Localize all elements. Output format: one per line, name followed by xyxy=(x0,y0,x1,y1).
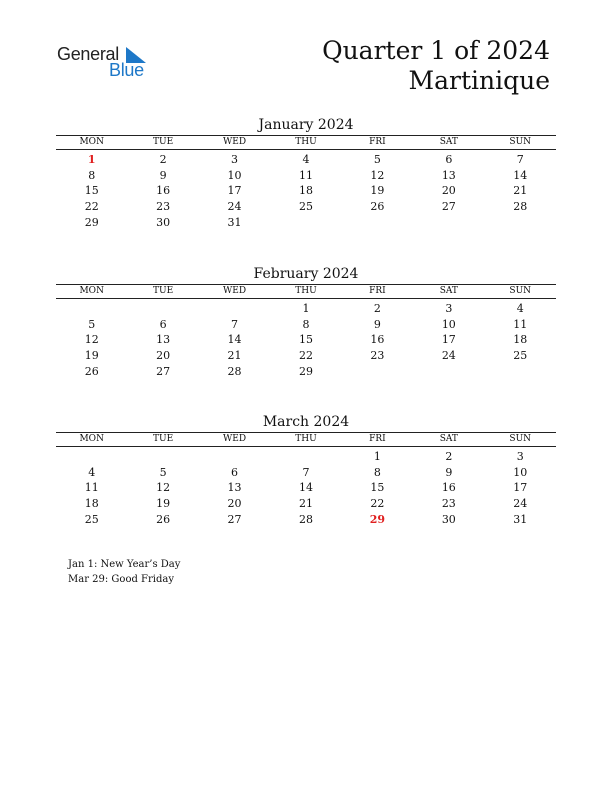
day-cell: 5 xyxy=(88,317,96,331)
day-cell: 10 xyxy=(513,465,528,479)
day-cell: 23 xyxy=(441,497,456,511)
day-cell: 5 xyxy=(159,465,167,479)
day-cell: 25 xyxy=(298,200,313,214)
day-cell: 19 xyxy=(84,349,99,363)
weekday-label: SAT xyxy=(439,137,458,147)
generalblue-logo xyxy=(57,44,157,84)
logo-word-blue: Blue xyxy=(109,60,144,80)
weekday-label: SAT xyxy=(439,286,458,296)
day-cell: 21 xyxy=(513,184,528,198)
day-cell: 3 xyxy=(516,450,524,463)
day-cell: 4 xyxy=(516,302,524,315)
empty-day-cell xyxy=(199,449,270,465)
day-cell: 9 xyxy=(445,465,453,479)
empty-day-cell xyxy=(56,301,127,317)
day-cell: 8 xyxy=(302,317,310,331)
day-cell: 6 xyxy=(159,317,167,331)
holiday-notes xyxy=(68,557,180,587)
weekday-label: TUE xyxy=(153,137,174,147)
day-cell: 7 xyxy=(516,153,524,166)
weekday-label: SUN xyxy=(509,434,532,444)
day-cell: 21 xyxy=(298,497,313,511)
day-cell: 6 xyxy=(231,465,239,479)
day-cell: 30 xyxy=(441,512,456,526)
day-cell: 27 xyxy=(441,200,456,214)
week-row xyxy=(56,199,556,215)
day-cell: 24 xyxy=(513,497,528,511)
week-row xyxy=(56,480,556,496)
day-cell: 19 xyxy=(156,497,171,511)
weekday-label: MON xyxy=(79,434,104,444)
day-cell: 3 xyxy=(445,302,453,315)
day-cell: 20 xyxy=(227,497,242,511)
day-cell: 16 xyxy=(156,184,171,198)
weekday-label: SUN xyxy=(509,137,532,147)
day-cell: 17 xyxy=(227,184,242,198)
month-calendar xyxy=(56,264,556,379)
day-cell: 10 xyxy=(227,168,242,182)
weekday-label: SAT xyxy=(439,434,458,444)
day-cell: 1 xyxy=(87,153,96,166)
day-cell: 10 xyxy=(441,317,456,331)
empty-day-cell xyxy=(56,449,127,465)
day-cell: 2 xyxy=(159,153,167,166)
day-cell: 31 xyxy=(227,215,242,229)
day-cell: 14 xyxy=(298,481,313,495)
day-cell: 14 xyxy=(227,333,242,347)
day-cell: 27 xyxy=(156,364,171,378)
weekday-label: THU xyxy=(295,434,317,444)
week-row xyxy=(56,152,556,168)
weekday-label: WED xyxy=(223,137,247,147)
day-cell: 11 xyxy=(84,481,99,495)
day-cell: 22 xyxy=(370,497,385,511)
day-cell: 12 xyxy=(156,481,171,495)
country-title: Martinique xyxy=(408,66,550,95)
day-cell: 7 xyxy=(302,465,310,479)
weekday-label: TUE xyxy=(153,434,174,444)
day-cell: 6 xyxy=(445,153,453,166)
day-cell: 9 xyxy=(159,168,167,182)
weekday-header-row xyxy=(56,432,556,447)
day-cell: 11 xyxy=(513,317,528,331)
day-cell: 16 xyxy=(370,333,385,347)
day-cell: 25 xyxy=(513,349,528,363)
empty-day-cell xyxy=(413,364,484,380)
weekday-label: SUN xyxy=(509,286,532,296)
day-cell: 4 xyxy=(88,465,96,479)
weekday-label: MON xyxy=(79,137,104,147)
day-cell: 8 xyxy=(373,465,381,479)
day-cell: 25 xyxy=(84,512,99,526)
week-row xyxy=(56,449,556,465)
day-cell: 21 xyxy=(227,349,242,363)
weekday-label: THU xyxy=(295,286,317,296)
empty-day-cell xyxy=(127,449,198,465)
day-cell: 29 xyxy=(369,512,386,526)
day-cell: 13 xyxy=(441,168,456,182)
weekday-label: TUE xyxy=(153,286,174,296)
week-row xyxy=(56,348,556,364)
day-cell: 5 xyxy=(373,153,381,166)
day-cell: 18 xyxy=(298,184,313,198)
day-cell: 30 xyxy=(156,215,171,229)
day-cell: 31 xyxy=(513,512,528,526)
day-cell: 29 xyxy=(298,364,313,378)
day-cell: 3 xyxy=(231,153,239,166)
week-row xyxy=(56,215,556,231)
day-cell: 26 xyxy=(156,512,171,526)
empty-day-cell xyxy=(270,215,341,231)
week-row xyxy=(56,364,556,380)
day-cell: 24 xyxy=(441,349,456,363)
day-cell: 4 xyxy=(302,153,310,166)
day-cell: 15 xyxy=(298,333,313,347)
day-cell: 13 xyxy=(227,481,242,495)
weekday-label: FRI xyxy=(369,434,386,444)
month-calendar xyxy=(56,115,556,230)
empty-day-cell xyxy=(342,364,413,380)
day-cell: 18 xyxy=(513,333,528,347)
day-cell: 12 xyxy=(370,168,385,182)
day-cell: 22 xyxy=(84,200,99,214)
day-cell: 29 xyxy=(84,215,99,229)
weekday-label: MON xyxy=(79,286,104,296)
week-row xyxy=(56,465,556,481)
holiday-note: Jan 1: New Year’s Day xyxy=(68,559,181,570)
day-cell: 28 xyxy=(513,200,528,214)
empty-day-cell xyxy=(485,364,556,380)
weekday-label: WED xyxy=(223,434,247,444)
week-row xyxy=(56,317,556,333)
day-cell: 14 xyxy=(513,168,528,182)
day-cell: 20 xyxy=(156,349,171,363)
day-cell: 17 xyxy=(513,481,528,495)
page-title xyxy=(322,36,550,96)
day-cell: 24 xyxy=(227,200,242,214)
month-title: February 2024 xyxy=(253,266,359,282)
empty-day-cell xyxy=(485,215,556,231)
day-cell: 23 xyxy=(156,200,171,214)
day-cell: 1 xyxy=(373,450,381,463)
weekday-label: FRI xyxy=(369,286,386,296)
day-cell: 26 xyxy=(84,364,99,378)
day-cell: 19 xyxy=(370,184,385,198)
day-cell: 13 xyxy=(156,333,171,347)
logo-word-general: General xyxy=(57,44,119,64)
day-cell: 16 xyxy=(441,481,456,495)
day-cell: 17 xyxy=(441,333,456,347)
empty-day-cell xyxy=(342,215,413,231)
empty-day-cell xyxy=(199,301,270,317)
day-cell: 23 xyxy=(370,349,385,363)
day-cell: 27 xyxy=(227,512,242,526)
day-cell: 15 xyxy=(84,184,99,198)
weekday-label: FRI xyxy=(369,137,386,147)
empty-day-cell xyxy=(413,215,484,231)
day-cell: 22 xyxy=(298,349,313,363)
weekday-label: WED xyxy=(223,286,247,296)
day-cell: 12 xyxy=(84,333,99,347)
day-cell: 8 xyxy=(88,168,96,182)
week-row xyxy=(56,301,556,317)
month-title: January 2024 xyxy=(258,117,354,133)
day-cell: 15 xyxy=(370,481,385,495)
weekday-header-row xyxy=(56,284,556,299)
day-cell: 18 xyxy=(84,497,99,511)
week-row xyxy=(56,512,556,528)
day-cell: 20 xyxy=(441,184,456,198)
quarter-title: Quarter 1 of 2024 xyxy=(322,36,550,65)
week-row xyxy=(56,183,556,199)
empty-day-cell xyxy=(270,449,341,465)
empty-day-cell xyxy=(127,301,198,317)
day-cell: 2 xyxy=(373,302,381,315)
day-cell: 2 xyxy=(445,450,453,463)
day-cell: 26 xyxy=(370,200,385,214)
day-cell: 28 xyxy=(298,512,313,526)
day-cell: 11 xyxy=(298,168,313,182)
month-title: March 2024 xyxy=(262,414,350,430)
day-cell: 7 xyxy=(231,317,239,331)
day-cell: 28 xyxy=(227,364,242,378)
weekday-label: THU xyxy=(295,137,317,147)
day-cell: 9 xyxy=(373,317,381,331)
week-row xyxy=(56,496,556,512)
week-row xyxy=(56,332,556,348)
month-calendar xyxy=(56,412,556,527)
day-cell: 1 xyxy=(302,302,310,315)
week-row xyxy=(56,168,556,184)
weekday-header-row xyxy=(56,135,556,150)
holiday-note: Mar 29: Good Friday xyxy=(68,574,174,585)
